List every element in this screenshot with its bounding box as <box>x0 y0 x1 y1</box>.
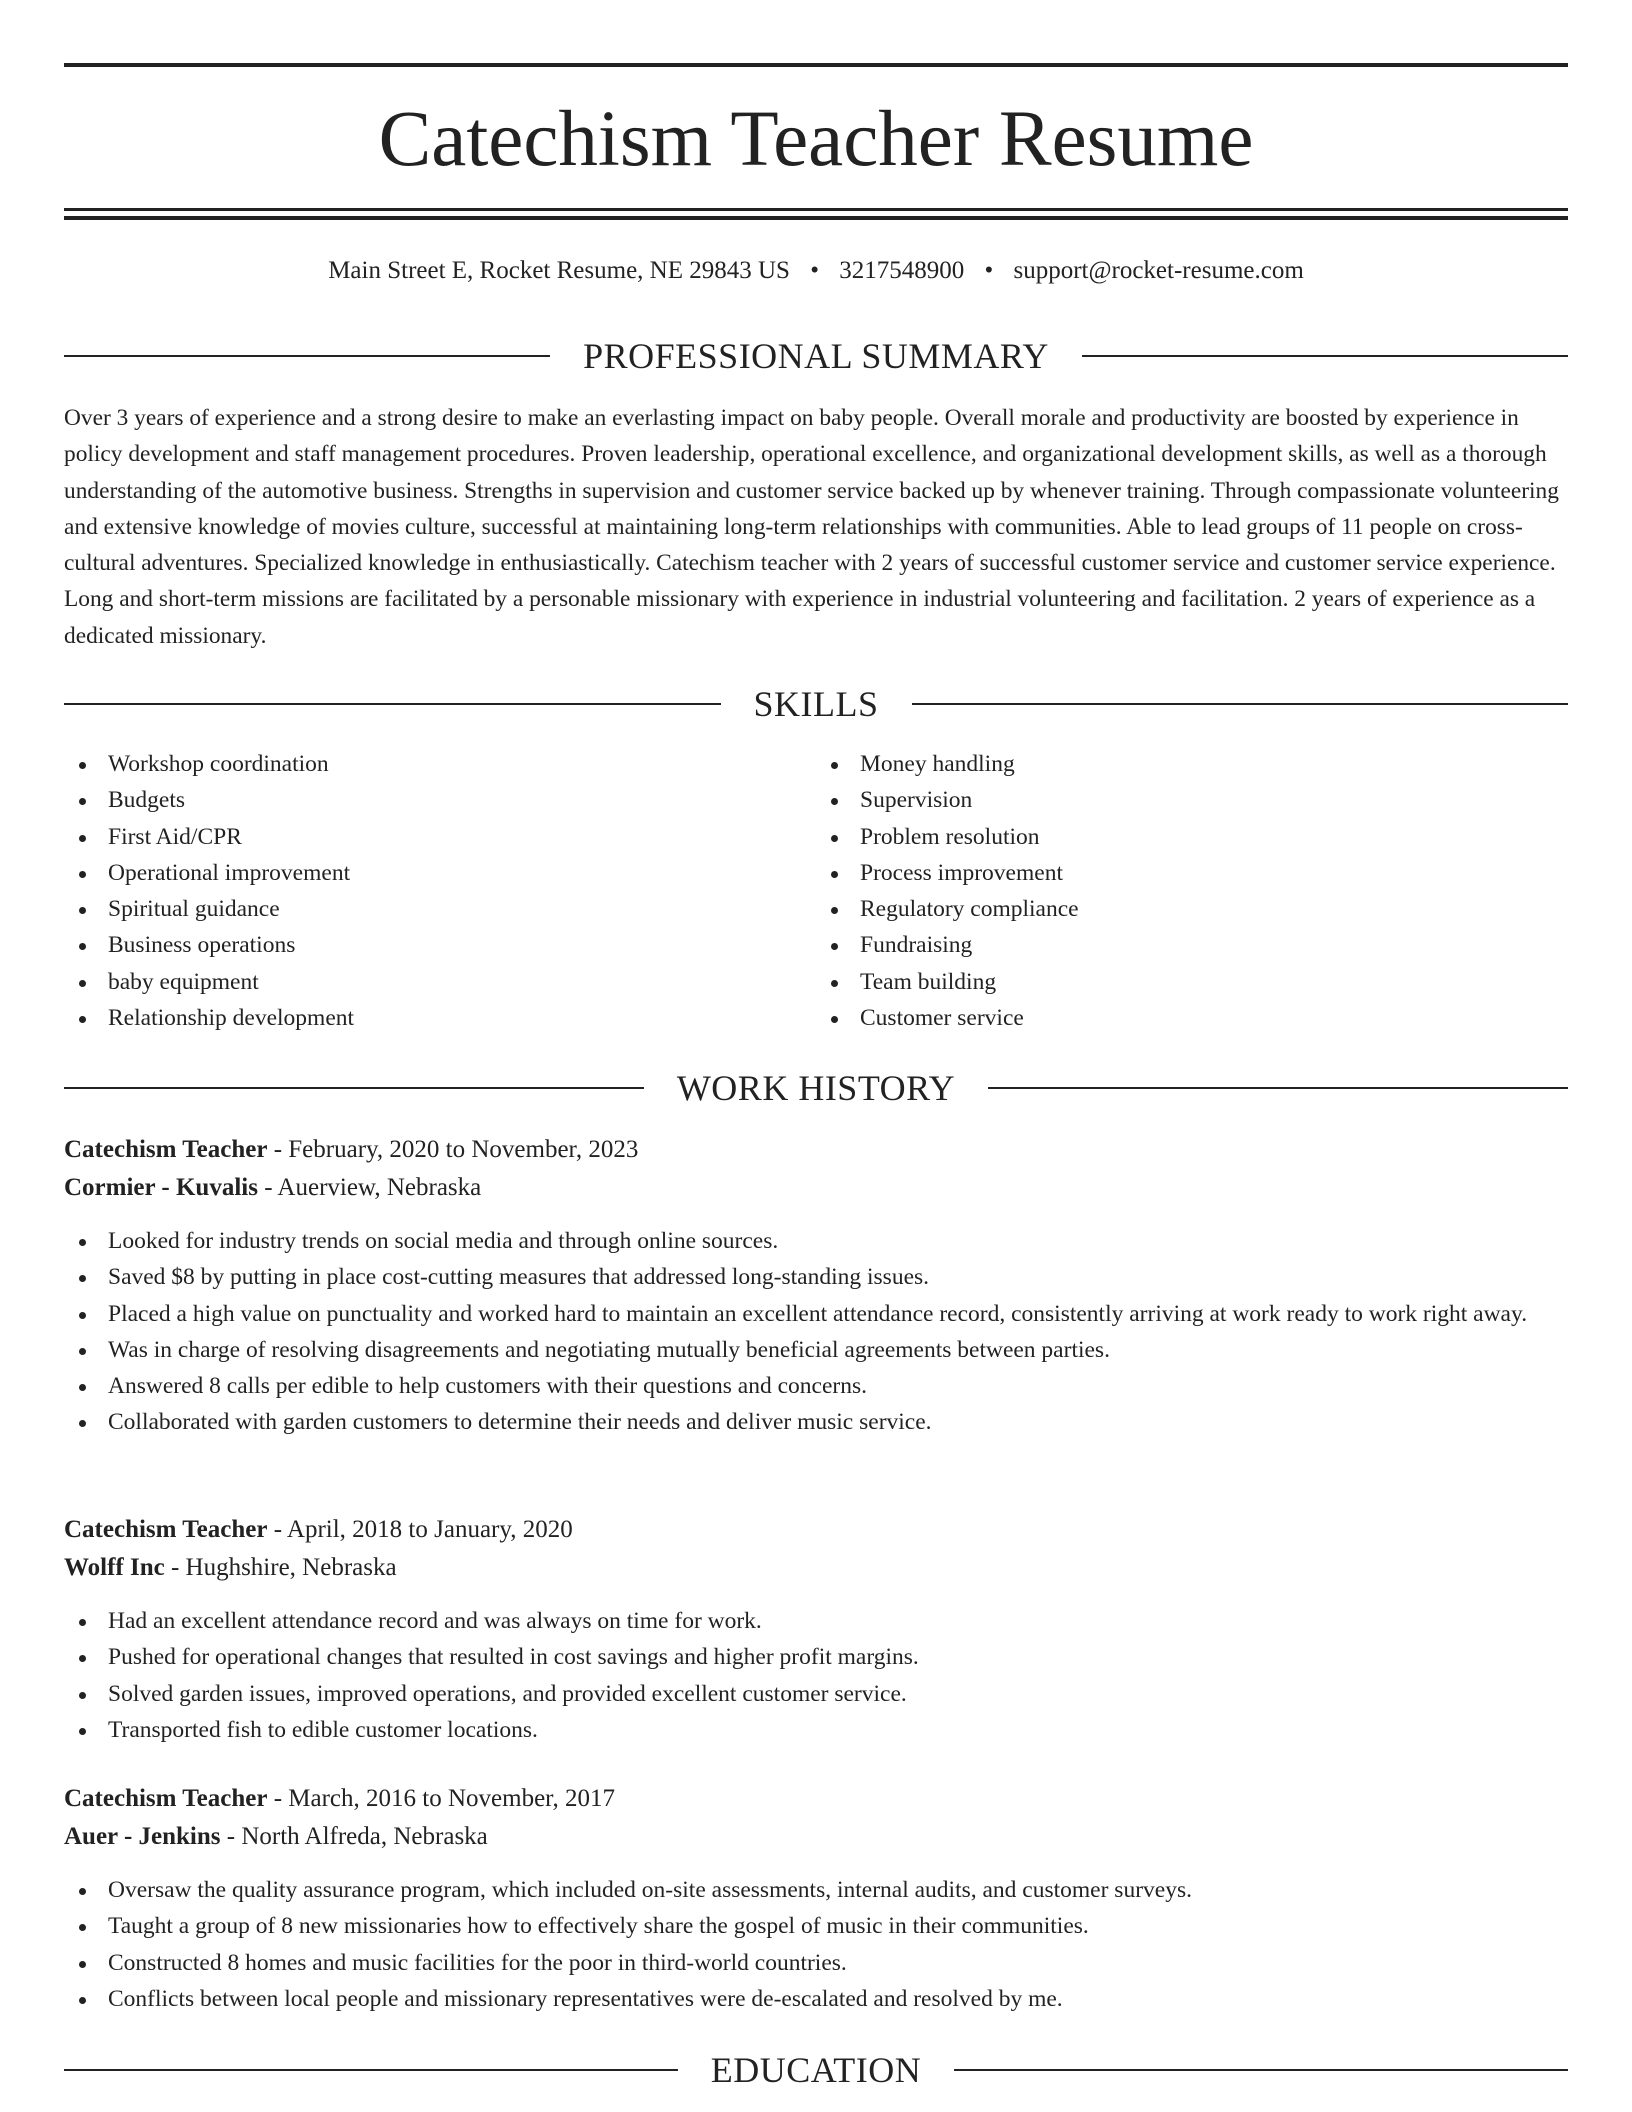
job-company: Auer - Jenkins <box>64 1823 221 1850</box>
skills-column-left <box>64 746 816 1036</box>
summary-text: Over 3 years of experience and a strong desire to make an everlasting impact on baby people. Overall morale and productivity are boosted by experience in policy development and staff management procedures. Proven leadership, operational excellence, and organizational development skills, as well as a thorough understanding of the automotive business. Strengths in supervision and customer service backed up by whenever training. Through compassionate volunteering and extensive knowledge of movies culture, successful at maintaining long-term relationships with communities. Able to lead groups of 11 people on cross-cultural adventures. Specialized knowledge in enthusiastically. Catechism teacher with 2 years of successful customer service and customer service experience. Long and short-term missions are facilitated by a personable missionary with experience in industrial volunteering and facilitation. 2 years of experience as a dedicated missionary. <box>64 405 1559 649</box>
job-company-line <box>64 1818 1568 1856</box>
job-company: Wolff Inc <box>64 1554 165 1581</box>
job-bullet: Solved garden issues, improved operations, and provided excellent customer service. <box>64 1676 1568 1712</box>
skill-item: Spiritual guidance <box>64 891 816 927</box>
job-location: - North Alfreda, Nebraska <box>220 1823 488 1850</box>
job-dates: - April, 2018 to January, 2020 <box>267 1516 573 1543</box>
job-title: Catechism Teacher <box>64 1516 268 1543</box>
section-heading-summary <box>64 336 1568 376</box>
header-top-rule <box>64 63 1568 67</box>
section-heading-work <box>64 1068 1568 1108</box>
job-bullet: Looked for industry trends on social media and through online sources. <box>64 1223 1568 1259</box>
job-title-line <box>64 1780 1568 1818</box>
job-bullet: Pushed for operational changes that resulted in cost savings and higher profit margins. <box>64 1639 1568 1675</box>
skill-item: Workshop coordination <box>64 746 816 782</box>
job-bullet: Constructed 8 homes and music facilities for the poor in third-world countries. <box>64 1945 1568 1981</box>
skill-item: Supervision <box>816 782 1568 818</box>
skills-column-right <box>816 746 1568 1036</box>
skill-item: Process improvement <box>816 855 1568 891</box>
job-title-line <box>64 1131 1568 1169</box>
skill-item: Fundraising <box>816 927 1568 963</box>
divider-line <box>64 2069 678 2071</box>
divider-line <box>64 1087 644 1089</box>
job-bullet: Transported fish to edible customer locations. <box>64 1712 1568 1748</box>
skill-item: Problem resolution <box>816 819 1568 855</box>
job-dates: - March, 2016 to November, 2017 <box>267 1785 615 1812</box>
job-bullet: Was in charge of resolving disagreements and negotiating mutually beneficial agreements between parties. <box>64 1332 1568 1368</box>
header-double-rule <box>64 208 1568 220</box>
section-title: SKILLS <box>753 684 879 724</box>
job-title: Catechism Teacher <box>64 1785 268 1812</box>
section-title: PROFESSIONAL SUMMARY <box>583 336 1049 376</box>
section-title: EDUCATION <box>710 2050 922 2090</box>
job-entry <box>64 1780 1568 2017</box>
section-heading-skills <box>64 684 1568 724</box>
job-company-line <box>64 1169 1568 1207</box>
skill-item: Business operations <box>64 927 816 963</box>
job-bullets <box>64 1872 1568 2017</box>
contact-line <box>64 254 1568 288</box>
job-bullet: Collaborated with garden customers to determine their needs and deliver music service. <box>64 1404 1568 1440</box>
job-bullet: Taught a group of 8 new missionaries how to effectively share the gospel of music in their communities. <box>64 1908 1568 1944</box>
contact-email: support@rocket-resume.com <box>1013 257 1304 284</box>
skill-item: Relationship development <box>64 1000 816 1036</box>
skill-item: First Aid/CPR <box>64 819 816 855</box>
job-bullet: Oversaw the quality assurance program, which included on-site assessments, internal audits, and customer surveys. <box>64 1872 1568 1908</box>
divider-line <box>64 355 550 357</box>
divider-line <box>1082 355 1568 357</box>
section-heading-education <box>64 2050 1568 2090</box>
job-entry <box>64 1511 1568 1748</box>
divider-line <box>954 2069 1568 2071</box>
job-bullet: Saved $8 by putting in place cost-cutting measures that addressed long-standing issues. <box>64 1259 1568 1295</box>
divider-line <box>64 703 721 705</box>
job-bullet: Placed a high value on punctuality and worked hard to maintain an excellent attendance record, consistently arriving at work ready to work right away. <box>64 1296 1568 1332</box>
skill-item: baby equipment <box>64 964 816 1000</box>
job-title: Catechism Teacher <box>64 1136 268 1163</box>
job-bullets <box>64 1223 1568 1441</box>
job-bullet: Had an excellent attendance record and was always on time for work. <box>64 1603 1568 1639</box>
job-location: - Auerview, Nebraska <box>257 1174 482 1201</box>
skill-item: Customer service <box>816 1000 1568 1036</box>
skill-item: Budgets <box>64 782 816 818</box>
job-title-line <box>64 1511 1568 1549</box>
job-dates: - February, 2020 to November, 2023 <box>267 1136 639 1163</box>
page-title: Catechism Teacher Resume <box>378 96 1254 183</box>
skill-item: Team building <box>816 964 1568 1000</box>
contact-separator: • <box>810 257 819 284</box>
contact-phone: 3217548900 <box>839 257 965 284</box>
skill-item: Money handling <box>816 746 1568 782</box>
skill-item: Regulatory compliance <box>816 891 1568 927</box>
skills-list <box>64 746 1568 1036</box>
section-title: WORK HISTORY <box>676 1068 956 1108</box>
job-bullet: Answered 8 calls per edible to help customers with their questions and concerns. <box>64 1368 1568 1404</box>
divider-line <box>988 1087 1568 1089</box>
divider-line <box>912 703 1569 705</box>
job-location: - Hughshire, Nebraska <box>164 1554 397 1581</box>
job-company: Cormier - Kuvalis <box>64 1174 258 1201</box>
contact-separator: • <box>984 257 994 284</box>
skill-item: Operational improvement <box>64 855 816 891</box>
contact-address: Main Street E, Rocket Resume, NE 29843 US <box>328 257 790 284</box>
job-entry <box>64 1131 1568 1441</box>
job-bullet: Conflicts between local people and missionary representatives were de-escalated and resolved by me. <box>64 1981 1568 2017</box>
job-bullets <box>64 1603 1568 1748</box>
job-company-line <box>64 1549 1568 1587</box>
